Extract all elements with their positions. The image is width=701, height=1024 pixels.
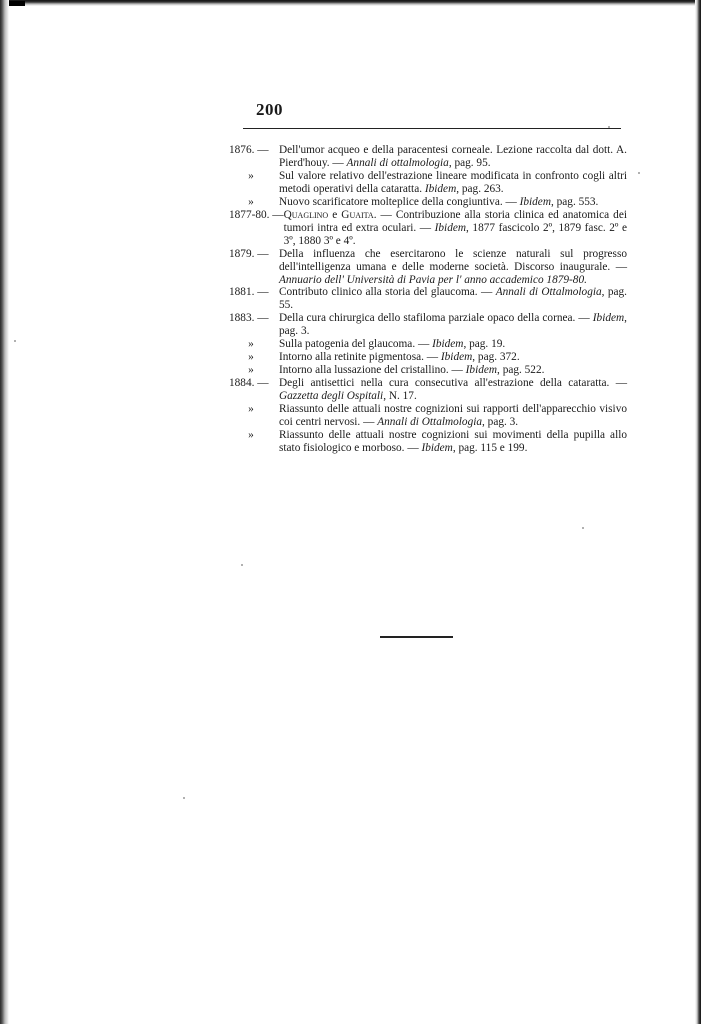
text-run: Riassunto delle attuali nostre cognizioni sui movimenti della pupilla allo stato fisiologico e morboso. — bbox=[279, 428, 627, 454]
text-run: Nuovo scarificatore molteplice della congiuntiva. — bbox=[279, 195, 520, 208]
text-run: Intorno alla retinite pigmentosa. — bbox=[279, 351, 441, 364]
scan-speck bbox=[582, 527, 584, 529]
ditto-mark: » bbox=[248, 195, 254, 208]
citation-source: Annali di Ottalmologia bbox=[377, 416, 483, 429]
entry-year: 1876. — bbox=[229, 144, 269, 156]
entry-text bbox=[279, 364, 627, 377]
entry-year: 1879. — bbox=[229, 247, 269, 260]
scan-speck bbox=[608, 126, 610, 128]
text-run: , pag. 553. bbox=[550, 195, 599, 208]
scan-right-edge bbox=[695, 0, 701, 1024]
citation-source: Ibidem bbox=[440, 351, 473, 364]
entry-text bbox=[279, 403, 627, 429]
citation-source: Ibidem bbox=[424, 182, 457, 195]
text-run: , pag. 522. bbox=[497, 364, 545, 377]
bibliography-entry bbox=[229, 286, 627, 312]
entry-year: 1883. — bbox=[229, 312, 269, 325]
text-run: Sul valore relativo dell'estrazione lineare modificata in confronto cogli altri metodi operativi della cataratta. bbox=[279, 169, 627, 195]
text-run: , N. 17. bbox=[383, 390, 417, 403]
scan-speck bbox=[638, 172, 640, 174]
ditto-mark: » bbox=[248, 169, 254, 182]
entry-text bbox=[279, 377, 627, 403]
ditto-mark: » bbox=[248, 364, 254, 377]
text-run: Della cura chirurgica dello stafiloma parziale opaco della cornea. — bbox=[279, 312, 593, 325]
citation-source: Ibidem bbox=[465, 364, 498, 377]
text-run: , 1877 fascicolo 2º, 1879 fasc. 2º e 3º, 1880 3º e 4º. bbox=[283, 221, 627, 247]
scan-top-edge bbox=[0, 0, 701, 6]
bibliography-entry bbox=[229, 248, 627, 287]
entry-text bbox=[279, 338, 627, 351]
entry-year: 1884. — bbox=[229, 377, 269, 390]
ditto-mark: » bbox=[248, 351, 254, 364]
entry-text bbox=[279, 248, 627, 287]
citation-source: Annali di ottalmologia bbox=[346, 156, 449, 169]
text-run: , pag. 263. bbox=[456, 182, 504, 195]
citation-source: Ibidem bbox=[432, 338, 464, 351]
citation-source: Ibidem bbox=[519, 195, 551, 208]
text-run: , pag. 3. bbox=[482, 416, 519, 429]
citation-source: Annali di Ottalmologia bbox=[495, 286, 602, 299]
bibliography-entry bbox=[229, 196, 627, 209]
text-run: e bbox=[328, 208, 342, 221]
text-run: , pag. 95. bbox=[448, 156, 491, 169]
entry-year: 1881. — bbox=[229, 286, 269, 299]
text-run: Contributo clinico alla storia del glaucoma. — bbox=[279, 286, 496, 299]
entry-text bbox=[284, 209, 627, 248]
text-run: , pag. 3. bbox=[279, 312, 627, 338]
entry-text bbox=[279, 144, 627, 170]
citation-source: Gazzetta degli Ospitali bbox=[279, 390, 384, 403]
author-name: Quaglino bbox=[283, 208, 329, 221]
bibliography-entry bbox=[229, 429, 627, 455]
text-run: , pag. 55. bbox=[279, 286, 627, 312]
page-number: 200 bbox=[256, 100, 283, 119]
bibliography-entry bbox=[229, 338, 627, 351]
text-run: Riassunto delle attuali nostre cognizioni sui rapporti dell'apparecchio visivo coi centri nervosi. — bbox=[279, 403, 627, 429]
entry-text bbox=[279, 286, 627, 312]
text-run: Degli antisettici nella cura consecutiva all'estrazione della cataratta. — bbox=[279, 377, 627, 390]
ditto-mark: » bbox=[248, 338, 254, 351]
bibliography-list bbox=[229, 144, 627, 455]
text-run: Della influenza che esercitarono le scienze naturali sul progresso dell'intelligenza umana e delle moderne società. Discorso inaugurale. — bbox=[279, 247, 627, 273]
bibliography-entry bbox=[229, 209, 627, 248]
entry-text bbox=[279, 196, 627, 209]
bibliography-entry bbox=[229, 170, 627, 196]
scan-speck bbox=[14, 340, 16, 342]
scan-speck bbox=[241, 564, 243, 566]
text-run: Dell'umor acqueo e della paracentesi corneale. Lezione raccolta dal dott. A. Pierd'houy. — bbox=[279, 144, 627, 169]
bibliography-entry bbox=[229, 144, 627, 170]
ditto-mark: » bbox=[248, 403, 254, 416]
citation-source: Annuario dell' Università di Pavia per l' anno accademico 1879-80. bbox=[279, 273, 587, 286]
entry-year: 1877-80. — bbox=[229, 208, 284, 221]
text-run: . — Contribuzione alla storia clinica ed anatomica dei tumori intra ed extra oculari. — bbox=[283, 208, 627, 234]
bibliography-entry bbox=[229, 351, 627, 364]
bibliography-entry bbox=[229, 403, 627, 429]
text-run: , pag. 372. bbox=[472, 351, 520, 364]
scan-left-edge bbox=[0, 0, 9, 1024]
ditto-mark: » bbox=[248, 428, 254, 441]
citation-source: Ibidem bbox=[592, 312, 625, 325]
text-run: Intorno alla lussazione del cristallino. — bbox=[279, 364, 466, 377]
entry-text bbox=[279, 170, 627, 196]
bibliography-entry bbox=[229, 377, 627, 403]
entry-text bbox=[279, 312, 627, 338]
bibliography-entry bbox=[229, 364, 627, 377]
end-rule bbox=[380, 636, 453, 638]
text-run: , pag. 19. bbox=[463, 338, 506, 351]
text-run: Sulla patogenia del glaucoma. — bbox=[279, 338, 433, 351]
scan-speck bbox=[183, 797, 185, 799]
text-run: , pag. 115 e 199. bbox=[452, 441, 528, 454]
entry-text bbox=[279, 351, 627, 364]
citation-source: Ibidem bbox=[421, 441, 453, 454]
citation-source: Ibidem bbox=[434, 221, 467, 234]
entry-text bbox=[279, 429, 627, 455]
header-rule bbox=[243, 128, 621, 129]
bibliography-entry bbox=[229, 312, 627, 338]
author-name: Guaita bbox=[341, 208, 374, 221]
scan-corner-mark bbox=[9, 1, 25, 6]
